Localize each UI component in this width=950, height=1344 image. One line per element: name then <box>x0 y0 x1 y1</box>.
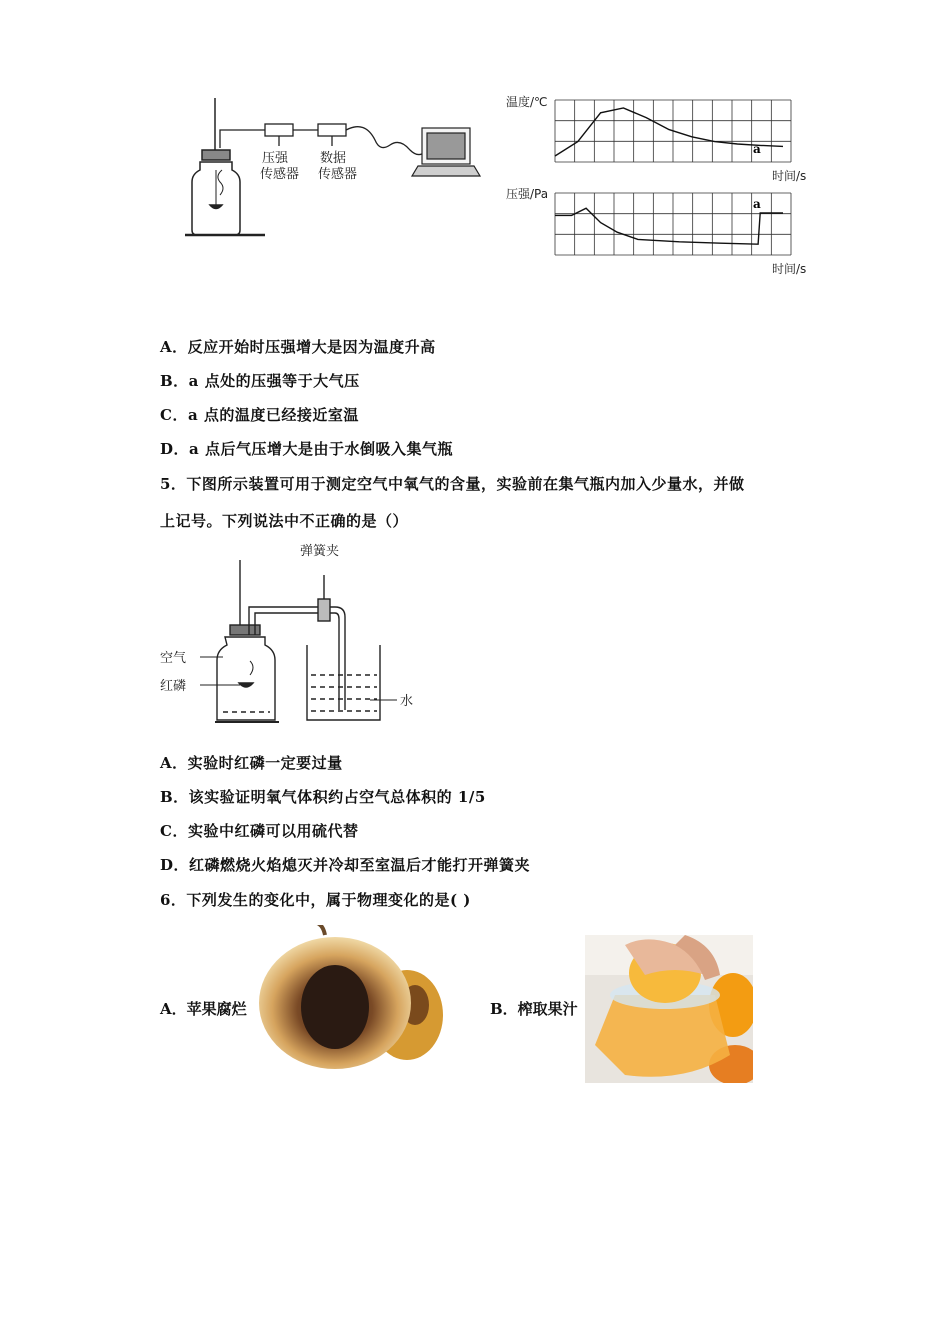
red-phosphorus-label: 红磷 <box>160 679 187 694</box>
water-label: 水 <box>400 694 414 709</box>
point-a-label: a <box>753 142 761 156</box>
juicing-orange-photo <box>585 935 753 1083</box>
q4-option-a: A．反应开始时压强增大是因为温度升高 <box>160 338 436 356</box>
sensor2-line2: 传感器 <box>318 167 358 182</box>
press-time-label: 时间/s <box>772 262 807 276</box>
temp-time-label: 时间/s <box>772 169 807 183</box>
spring-clip-label: 弹簧夹 <box>300 544 340 559</box>
laptop-icon <box>412 128 480 176</box>
q6-option-a: A．苹果腐烂 <box>160 1000 247 1018</box>
press-axis-label: 压强/Pa <box>506 187 549 201</box>
point-a-label: a <box>753 197 761 211</box>
sensor2-line1: 数据 <box>320 151 347 166</box>
pressure-sensor-box <box>265 124 293 136</box>
q5-option-c: C．实验中红磷可以用硫代替 <box>160 822 359 840</box>
q6-option-b: B．榨取果汁 <box>490 1000 578 1018</box>
q5-option-d: D．红磷燃烧火焰熄灭并冷却至室温后才能打开弹簧夹 <box>160 856 531 874</box>
figure-red-phosphorus-apparatus <box>155 535 435 735</box>
figure-sensor-apparatus <box>180 90 820 290</box>
q4-option-b: B．a 点处的压强等于大气压 <box>160 372 360 390</box>
data-sensor-box <box>318 124 346 136</box>
q5-option-b: B．该实验证明氧气体积约占空气总体积的 1/5 <box>160 788 486 806</box>
q5-stem-line1: 5．下图所示装置可用于测定空气中氧气的含量，实验前在集气瓶内加入少量水，并做 <box>160 475 745 493</box>
temp-axis-label: 温度/℃ <box>506 95 548 109</box>
sensor1-line2: 传感器 <box>260 167 300 182</box>
temperature-chart <box>555 100 791 162</box>
series-line <box>555 108 783 156</box>
q4-option-d: D．a 点后气压增大是由于水倒吸入集气瓶 <box>160 440 453 458</box>
q5-option-a: A．实验时红磷一定要过量 <box>160 754 343 772</box>
sensor1-line1: 压强 <box>262 151 289 166</box>
q6-stem: 6．下列发生的变化中，属于物理变化的是( ) <box>160 891 471 909</box>
gas-bottle-icon <box>185 98 265 235</box>
pressure-chart <box>555 193 791 255</box>
q4-option-c: C．a 点的温度已经接近室温 <box>160 406 359 424</box>
rotten-apple-photo <box>255 925 445 1070</box>
air-label: 空气 <box>160 651 187 666</box>
q5-stem-line2: 上记号。下列说法中不正确的是（） <box>160 512 409 530</box>
